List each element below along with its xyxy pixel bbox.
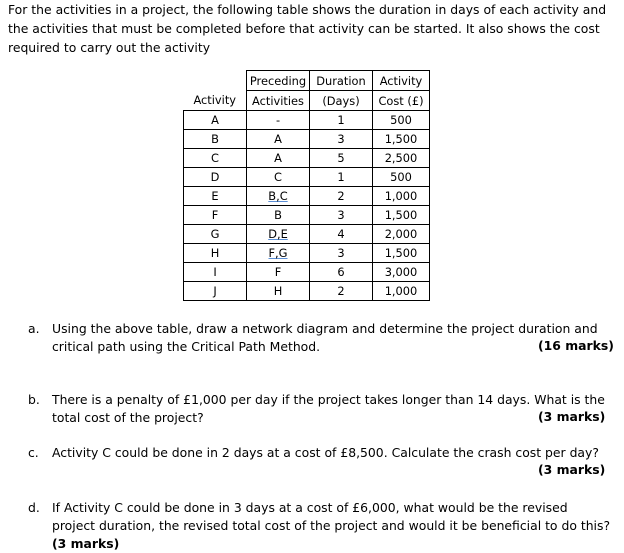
preceding-cell: F: [247, 263, 310, 282]
activity-cell: B: [184, 130, 247, 149]
preceding-multi-value: D,E: [268, 227, 288, 241]
preceding-cell: [247, 225, 310, 244]
preceding-cell: C: [247, 168, 310, 187]
question-b-marks: (3 marks): [538, 409, 606, 424]
cost-cell: 1,500: [373, 206, 430, 225]
duration-cell: 6: [310, 263, 373, 282]
duration-cell: 3: [310, 206, 373, 225]
question-b-text: There is a penalty of £1,000 per day if the project takes longer than 14 days. What is the total cost of the project?: [52, 392, 605, 425]
activity-header-spacer: [184, 71, 247, 91]
preceding-cell: -: [247, 111, 310, 130]
duration-header-line1: Duration: [310, 71, 373, 91]
question-b-label: b.: [28, 392, 40, 407]
intro-paragraph: For the activities in a project, the following table shows the duration in days of each activity and the activities that must be completed before that activity can be started. It also shows the cost required to carry out the activity: [8, 2, 607, 55]
cost-cell: 1,500: [373, 130, 430, 149]
activity-cell: D: [184, 168, 247, 187]
preceding-cell: B: [247, 206, 310, 225]
cost-cell: 2,000: [373, 225, 430, 244]
activity-cell: G: [184, 225, 247, 244]
duration-cell: 3: [310, 130, 373, 149]
question-a-label: a.: [28, 321, 40, 336]
question-d-label: d.: [28, 500, 40, 515]
cost-header-line2: Cost (£): [373, 91, 430, 111]
table-row: [184, 111, 430, 130]
preceding-cell: [247, 244, 310, 263]
table-row: [184, 206, 430, 225]
question-d-text: [52, 499, 612, 553]
duration-cell: 3: [310, 244, 373, 263]
preceding-multi-value: B,C: [268, 189, 288, 203]
cost-header-line1: Activity: [373, 71, 430, 91]
preceding-cell: [247, 187, 310, 206]
table-row: [184, 244, 430, 263]
question-a-marks: (16 marks): [538, 338, 614, 353]
duration-cell: 5: [310, 149, 373, 168]
activity-cell: E: [184, 187, 247, 206]
question-c-marks: (3 marks): [538, 462, 606, 477]
activity-cell: J: [184, 282, 247, 301]
table-row: [184, 282, 430, 301]
activity-table: [183, 70, 430, 301]
cost-cell: 500: [373, 111, 430, 130]
question-a-text: Using the above table, draw a network diagram and determine the project duration and critical path using the Critical Path Method.: [52, 321, 598, 354]
table-row: [184, 225, 430, 244]
duration-cell: 2: [310, 282, 373, 301]
activity-cell: F: [184, 206, 247, 225]
activity-cell: I: [184, 263, 247, 282]
preceding-header-line1: Preceding: [247, 71, 310, 91]
question-d-body: If Activity C could be done in 3 days at a cost of £6,000, what would be the revised project duration, the revised total cost of the project and would it be beneficial to do this?: [52, 500, 611, 533]
question-c-text: Activity C could be done in 2 days at a cost of £8,500. Calculate the crash cost per day?: [52, 445, 599, 460]
cost-cell: 1,000: [373, 282, 430, 301]
activity-header: Activity: [184, 91, 247, 111]
duration-cell: 1: [310, 168, 373, 187]
preceding-cell: A: [247, 130, 310, 149]
preceding-cell: A: [247, 149, 310, 168]
table-row: [184, 168, 430, 187]
preceding-header-line2: Activities: [247, 91, 310, 111]
table-row: [184, 130, 430, 149]
cost-cell: 2,500: [373, 149, 430, 168]
cost-cell: 500: [373, 168, 430, 187]
duration-header-line2: (Days): [310, 91, 373, 111]
question-d-marks: (3 marks): [52, 536, 120, 551]
activity-cell: H: [184, 244, 247, 263]
question-c-label: c.: [28, 445, 39, 460]
preceding-cell: H: [247, 282, 310, 301]
activity-table-body: [184, 111, 430, 301]
preceding-multi-value: F,G: [268, 246, 288, 260]
table-row: [184, 187, 430, 206]
duration-cell: 1: [310, 111, 373, 130]
activity-cell: C: [184, 149, 247, 168]
duration-cell: 2: [310, 187, 373, 206]
cost-cell: 3,000: [373, 263, 430, 282]
cost-cell: 1,000: [373, 187, 430, 206]
activity-cell: A: [184, 111, 247, 130]
duration-cell: 4: [310, 225, 373, 244]
table-row: [184, 149, 430, 168]
table-row: [184, 263, 430, 282]
cost-cell: 1,500: [373, 244, 430, 263]
